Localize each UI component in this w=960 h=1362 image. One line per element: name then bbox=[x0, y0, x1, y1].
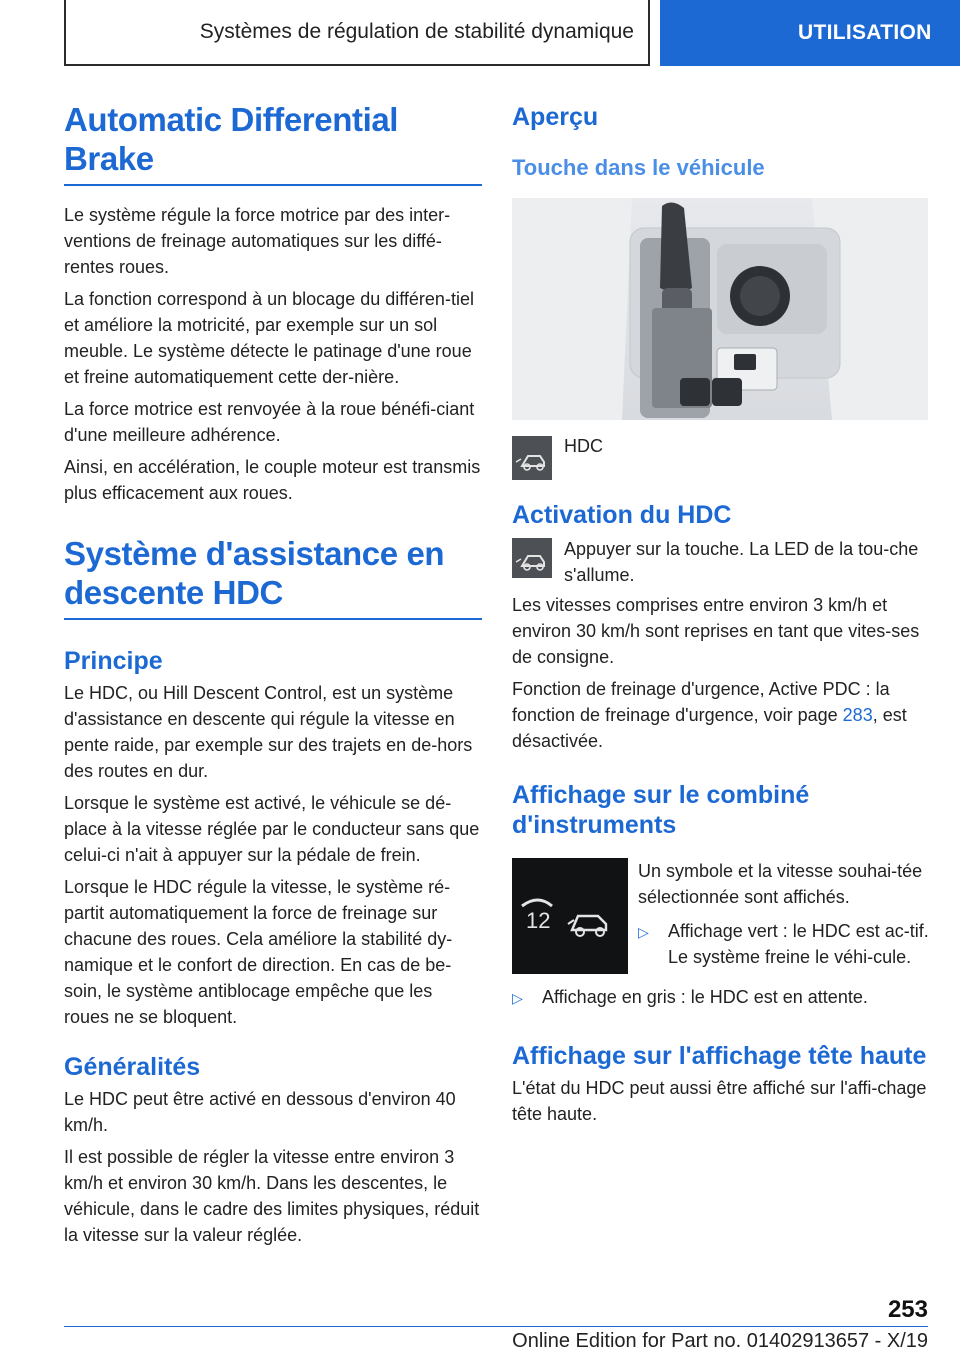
activation-paragraph-3 bbox=[512, 676, 930, 754]
center-console-photo bbox=[512, 198, 928, 420]
activation-step bbox=[512, 536, 930, 588]
hud-paragraph-1: L'état du HDC peut aussi être affiché sur l'affi-chage tête haute. bbox=[512, 1078, 927, 1124]
activation-paragraph-2: Les vitesses comprises entre environ 3 km/h et environ 30 km/h sont reprises en tant que vites-ses de consigne. bbox=[512, 595, 920, 667]
hdc-heading-rule bbox=[64, 618, 482, 620]
hdc-button-icon bbox=[512, 436, 552, 480]
combine-bullet-1 bbox=[638, 918, 930, 970]
adb-paragraph-4: Ainsi, en accélération, le couple moteur est transmis plus efficacement aux roues. bbox=[64, 457, 481, 503]
principe-paragraph-1: Le HDC, ou Hill Descent Control, est un système d'assistance en descente qui régule la vitesse en pente raide, par exemple sur des trajets en de-hors des routes en dur. bbox=[64, 683, 473, 781]
combine-paragraph-1: Un symbole et la vitesse souhai-tée sélectionnée sont affichés. bbox=[638, 861, 923, 907]
principe-heading: Principe bbox=[64, 647, 163, 675]
triangle-bullet-icon: ▷ bbox=[638, 924, 649, 940]
running-header bbox=[64, 0, 650, 66]
instrument-cluster-image bbox=[512, 858, 628, 974]
adb-paragraph-3: La force motrice est renvoyée à la roue bénéfi-ciant d'une meilleure adhérence. bbox=[64, 399, 475, 445]
edition-footer: Online Edition for Part no. 01402913657 - X/19 bbox=[512, 1330, 928, 1352]
activation-heading: Activation du HDC bbox=[512, 501, 732, 529]
generalites-paragraph-1: Le HDC peut être activé en dessous d'environ 40 km/h. bbox=[64, 1089, 456, 1135]
generalites-heading: Généralités bbox=[64, 1053, 201, 1081]
principe-paragraph-2: Lorsque le système est activé, le véhicule se dé-place à la vitesse réglée par le conducteur sans que celui-ci n'ait à appuyer sur la pédale de frein. bbox=[64, 793, 480, 865]
principe-paragraph-3: Lorsque le HDC régule la vitesse, le système ré-partit automatiquement la force de freinage sur chacune des roues. Cela améliore la stabilité dy-namique et le confort de direction. En cas de be-soin, le système antiblocage empêche que les roues ne se bloquent. bbox=[64, 877, 453, 1027]
adb-heading: Automatic Differential Brake bbox=[64, 101, 399, 177]
triangle-bullet-icon: ▷ bbox=[512, 990, 523, 1006]
hud-heading: Affichage sur l'affichage tête haute bbox=[512, 1042, 927, 1070]
combine-text bbox=[638, 858, 930, 976]
section-title: Systèmes de régulation de stabilité dynamique bbox=[199, 20, 634, 43]
generalites-paragraph-2: Il est possible de régler la vitesse entre environ 3 km/h et environ 30 km/h. Dans les descentes, le véhicule, dans le cadre des limites physiques, réduit la vitesse sur la valeur réglée. bbox=[64, 1147, 480, 1245]
hdc-heading: Système d'assistance en descente HDC bbox=[64, 535, 445, 611]
combine-bullet-2-text: Affichage en gris : le HDC est en attente. bbox=[542, 987, 868, 1007]
hdc-key-label: HDC bbox=[564, 436, 603, 456]
activation-paragraph-1: Appuyer sur la touche. La LED de la tou-che s'allume. bbox=[564, 539, 919, 585]
touche-heading: Touche dans le véhicule bbox=[512, 155, 765, 180]
hdc-key-legend bbox=[512, 436, 930, 480]
combine-block bbox=[512, 858, 930, 976]
chapter-tab-label: UTILISATION bbox=[798, 21, 932, 44]
combine-bullet-1-text: Affichage vert : le HDC est ac-tif. Le système freine le véhi-cule. bbox=[668, 921, 929, 967]
page-283-link[interactable]: 283 bbox=[842, 705, 873, 725]
combine-bullet-2 bbox=[512, 984, 930, 1011]
left-column bbox=[64, 100, 482, 1254]
right-column bbox=[512, 100, 930, 1133]
page-number: 253 bbox=[887, 1296, 928, 1323]
apercu-heading: Aperçu bbox=[512, 103, 599, 131]
display-speed-value: 12 bbox=[526, 908, 551, 933]
adb-paragraph-1: Le système régule la force motrice par des inter-ventions de freinage automatiques sur les diffé-rentes roues. bbox=[64, 205, 451, 277]
center-console-illustration bbox=[512, 198, 928, 420]
combine-heading: Affichage sur le combiné d'instruments bbox=[512, 781, 810, 839]
chapter-tab bbox=[660, 0, 960, 66]
hdc-button-icon bbox=[512, 538, 552, 578]
footer-rule bbox=[64, 1326, 928, 1327]
adb-paragraph-2: La fonction correspond à un blocage du différen-tiel et améliore la motricité, par exemple sur un sol meuble. Le système détecte le patinage d'une roue et freine automatiquement cette der-nière. bbox=[64, 289, 474, 387]
activation-p3-text: Fonction de freinage d'urgence, Active PDC : la fonction de freinage d'urgence, voir page bbox=[512, 679, 890, 725]
adb-heading-rule bbox=[64, 184, 482, 186]
activation-p3-tail: , est désactivée. bbox=[512, 705, 907, 751]
